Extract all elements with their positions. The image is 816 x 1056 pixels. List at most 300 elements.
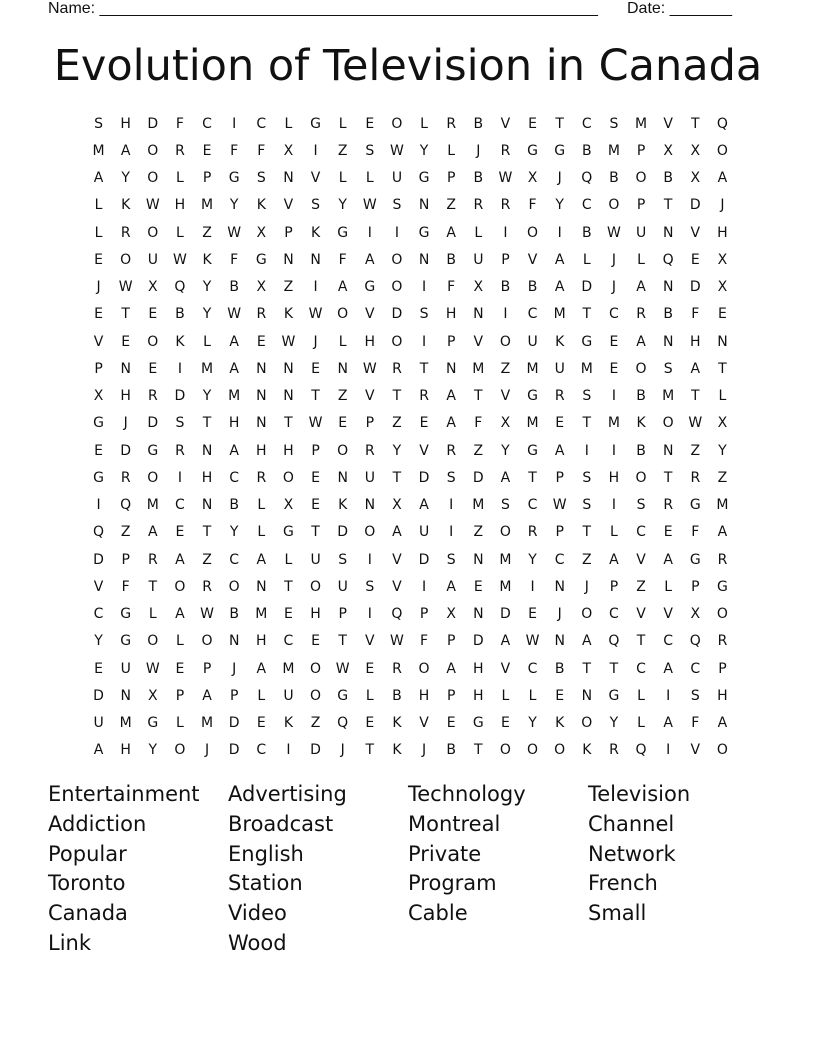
grid-letter: E (94, 251, 103, 268)
grid-letter: Y (229, 524, 239, 541)
grid-letter: K (555, 333, 565, 350)
grid-letter: L (257, 497, 266, 514)
word-list-item: Channel (588, 811, 675, 836)
grid-letter: G (717, 578, 728, 595)
grid-letter: L (637, 687, 645, 704)
grid-row (85, 328, 736, 355)
grid-letter: I (313, 279, 318, 296)
grid-letter: F (175, 115, 184, 132)
name-field-label: Name: ________________________________________________________ (48, 0, 598, 17)
grid-letter: E (473, 578, 483, 595)
grid-letter: N (554, 578, 565, 595)
grid-letter: M (201, 715, 214, 732)
grid-letter: N (717, 333, 728, 350)
grid-letter: N (337, 469, 348, 486)
grid-letter: V (690, 224, 701, 241)
grid-letter: E (94, 306, 103, 323)
grid-letter: B (446, 742, 456, 759)
grid-letter: M (201, 360, 214, 377)
grid-letter: R (473, 197, 484, 214)
letter-grid (85, 110, 736, 764)
grid-letter: Z (473, 524, 484, 541)
grid-letter: O (418, 660, 430, 677)
grid-letter: A (500, 633, 511, 650)
grid-letter: S (446, 469, 456, 486)
grid-letter: V (310, 170, 321, 187)
grid-row (85, 110, 736, 137)
grid-letter: Y (392, 442, 402, 459)
grid-letter: L (637, 715, 645, 732)
grid-letter: K (175, 333, 185, 350)
grid-letter: L (203, 333, 211, 350)
grid-letter: E (555, 687, 565, 704)
grid-letter: A (554, 279, 565, 296)
word-list-item: Video (228, 901, 287, 926)
grid-letter: Z (283, 279, 294, 296)
grid-letter: U (418, 524, 430, 541)
grid-letter: I (503, 224, 508, 241)
grid-letter: B (175, 306, 185, 323)
grid-letter: T (663, 197, 673, 214)
grid-letter: O (147, 170, 159, 187)
grid-letter: V (419, 715, 429, 732)
grid-letter: O (337, 442, 349, 459)
grid-letter: L (528, 687, 537, 704)
grid-letter: V (527, 251, 538, 268)
grid-letter: M (92, 142, 105, 159)
grid-letter: B (582, 142, 592, 159)
grid-row (85, 437, 736, 464)
grid-letter: S (500, 497, 510, 514)
grid-letter: I (177, 469, 182, 486)
grid-letter: C (229, 551, 240, 568)
grid-letter: L (420, 115, 428, 132)
grid-letter: W (362, 360, 377, 377)
grid-row (85, 519, 736, 546)
grid-letter: L (718, 388, 727, 405)
grid-letter: F (691, 715, 700, 732)
grid-letter: A (690, 360, 701, 377)
grid-letter: N (662, 279, 674, 296)
grid-letter: C (229, 469, 240, 486)
grid-letter: A (256, 551, 267, 568)
grid-letter: A (717, 715, 728, 732)
grid-letter: A (229, 442, 239, 459)
grid-letter: Z (337, 142, 348, 159)
grid-letter: T (555, 115, 564, 132)
grid-letter: E (94, 660, 103, 677)
grid-letter: I (421, 279, 427, 296)
header-line (48, 0, 748, 20)
grid-letter: A (446, 578, 456, 595)
grid-letter: D (418, 551, 430, 568)
grid-letter: S (94, 115, 103, 132)
grid-letter: L (365, 170, 374, 187)
grid-letter: I (611, 388, 616, 405)
grid-letter: D (500, 606, 511, 623)
grid-letter: N (473, 306, 484, 323)
grid-letter: K (310, 224, 321, 241)
grid-letter: H (174, 197, 186, 214)
grid-letter: I (367, 606, 372, 623)
grid-letter: T (582, 524, 592, 541)
grid-letter: W (607, 224, 621, 241)
grid-letter: H (473, 660, 484, 677)
grid-letter: F (420, 633, 429, 650)
grid-letter: U (473, 251, 484, 268)
grid-letter: V (500, 115, 511, 132)
grid-letter: Y (338, 197, 347, 214)
grid-letter: T (148, 578, 158, 595)
grid-row (85, 710, 736, 737)
grid-row (85, 137, 736, 164)
grid-letter: X (283, 142, 294, 159)
grid-letter: A (446, 388, 456, 405)
grid-letter: Q (391, 606, 403, 623)
grid-letter: V (365, 306, 375, 323)
grid-letter: T (474, 388, 483, 405)
grid-letter: K (283, 306, 294, 323)
grid-letter: V (500, 660, 511, 677)
grid-row (85, 573, 736, 600)
grid-letter: C (581, 197, 592, 214)
grid-row (85, 383, 736, 410)
word-list-item: Technology (408, 782, 526, 806)
grid-letter: M (526, 360, 539, 377)
grid-letter: G (147, 442, 159, 459)
grid-letter: N (283, 170, 294, 187)
grid-letter: D (689, 279, 701, 296)
grid-letter: P (501, 251, 510, 268)
grid-letter: S (338, 551, 348, 568)
grid-letter: L (176, 633, 184, 650)
grid-letter: M (662, 388, 675, 405)
grid-letter: C (636, 660, 646, 677)
grid-letter: C (283, 633, 294, 650)
grid-letter: B (473, 115, 484, 132)
grid-letter: M (607, 142, 620, 159)
grid-letter: G (93, 415, 104, 432)
grid-letter: A (446, 660, 456, 677)
grid-letter: L (637, 251, 645, 268)
grid-letter: D (689, 197, 701, 214)
grid-letter: B (392, 687, 402, 704)
grid-letter: U (337, 578, 348, 595)
grid-letter: G (527, 142, 538, 159)
grid-letter: B (636, 388, 646, 405)
grid-letter: A (554, 251, 565, 268)
grid-letter: N (201, 497, 213, 514)
grid-letter: H (717, 224, 728, 241)
grid-letter: L (664, 578, 673, 595)
grid-letter: L (582, 251, 591, 268)
grid-letter: M (635, 115, 648, 132)
grid-letter: X (283, 497, 294, 514)
grid-letter: R (717, 551, 728, 568)
grid-letter: R (120, 469, 131, 486)
grid-letter: V (473, 333, 484, 350)
grid-letter: S (175, 415, 185, 432)
grid-letter: O (554, 742, 566, 759)
grid-letter: M (146, 497, 159, 514)
grid-letter: O (391, 279, 403, 296)
grid-letter: R (256, 306, 267, 323)
grid-letter: I (666, 742, 671, 759)
grid-letter: K (256, 197, 266, 214)
grid-letter: Q (689, 633, 701, 650)
grid-letter: R (175, 442, 185, 459)
grid-letter: R (663, 497, 674, 514)
grid-letter: B (473, 170, 484, 187)
grid-letter: I (367, 224, 372, 241)
word-list-item: Advertising (228, 782, 347, 806)
grid-letter: R (364, 442, 375, 459)
grid-letter: U (310, 551, 321, 568)
grid-letter: D (581, 279, 593, 296)
word-list-item: Toronto (48, 871, 126, 896)
grid-letter: S (419, 306, 429, 323)
grid-letter: A (717, 524, 728, 541)
grid-letter: O (147, 633, 159, 650)
grid-letter: Y (202, 279, 212, 296)
grid-letter: R (717, 633, 728, 650)
grid-letter: W (118, 279, 133, 296)
grid-letter: W (308, 415, 323, 432)
grid-letter: A (554, 442, 565, 459)
grid-letter: R (256, 469, 267, 486)
grid-letter: Z (636, 578, 646, 595)
grid-letter: B (609, 170, 619, 187)
grid-letter: B (554, 660, 565, 677)
grid-letter: W (308, 306, 323, 323)
grid-letter: H (608, 469, 620, 486)
grid-letter: L (610, 524, 618, 541)
grid-letter: D (174, 388, 186, 405)
grid-letter: G (337, 224, 349, 241)
grid-letter: A (175, 551, 185, 568)
grid-letter: H (256, 442, 267, 459)
grid-letter: W (227, 224, 242, 241)
grid-letter: M (716, 497, 729, 514)
grid-letter: C (581, 115, 592, 132)
grid-letter: T (691, 388, 700, 405)
grid-letter: I (611, 497, 616, 514)
word-list-item: Network (588, 841, 676, 866)
grid-letter: W (281, 333, 296, 350)
grid-letter: I (96, 497, 101, 514)
grid-letter: I (449, 497, 454, 514)
grid-letter: W (552, 497, 567, 514)
grid-letter: L (474, 224, 483, 241)
grid-row (85, 546, 736, 573)
grid-letter: S (582, 497, 592, 514)
grid-letter: R (500, 197, 511, 214)
grid-letter: M (201, 197, 214, 214)
grid-letter: A (392, 524, 402, 541)
grid-letter: N (445, 360, 457, 377)
grid-letter: S (365, 142, 375, 159)
grid-letter: Y (202, 388, 212, 405)
grid-letter: E (528, 115, 537, 132)
grid-letter: V (392, 551, 402, 568)
grid-letter: T (582, 415, 592, 432)
grid-letter: T (311, 524, 320, 541)
grid-letter: E (175, 524, 185, 541)
grid-letter: X (690, 170, 701, 187)
grid-letter: W (173, 251, 187, 268)
grid-letter: N (364, 497, 376, 514)
grid-letter: M (553, 306, 566, 323)
grid-letter: O (147, 469, 159, 486)
grid-letter: F (528, 197, 537, 214)
grid-letter: T (202, 415, 212, 432)
grid-letter: N (662, 333, 674, 350)
grid-letter: F (691, 306, 700, 323)
grid-letter: P (446, 687, 456, 704)
grid-letter: G (581, 333, 593, 350)
grid-letter: N (662, 442, 674, 459)
grid-letter: G (689, 551, 701, 568)
grid-letter: Y (94, 633, 103, 650)
grid-letter: O (527, 224, 539, 241)
grid-letter: S (609, 115, 619, 132)
grid-letter: A (175, 606, 185, 623)
grid-letter: L (176, 170, 184, 187)
grid-letter: O (635, 360, 647, 377)
grid-letter: G (120, 633, 132, 650)
grid-letter: Y (229, 197, 239, 214)
grid-letter: Q (608, 633, 620, 650)
grid-letter: U (635, 224, 647, 241)
grid-letter: U (283, 687, 294, 704)
grid-letter: F (230, 251, 239, 268)
grid-letter: O (499, 742, 511, 759)
grid-letter: C (609, 306, 619, 323)
word-list-item: Canada (48, 901, 128, 926)
grid-letter: O (174, 742, 186, 759)
grid-letter: L (148, 606, 157, 623)
grid-letter: F (230, 142, 239, 159)
grid-letter: E (148, 306, 158, 323)
grid-letter: G (337, 687, 349, 704)
grid-letter: X (446, 606, 456, 623)
grid-letter: C (93, 606, 104, 623)
grid-letter: A (609, 551, 619, 568)
grid-letter: A (148, 524, 158, 541)
grid-letter: Z (500, 360, 511, 377)
grid-letter: R (175, 142, 185, 159)
grid-letter: U (527, 333, 538, 350)
grid-letter: N (581, 687, 593, 704)
grid-letter: T (284, 578, 293, 595)
grid-letter: K (121, 197, 131, 214)
grid-letter: Z (337, 388, 348, 405)
grid-letter: H (364, 333, 376, 350)
grid-letter: R (527, 524, 538, 541)
grid-letter: Y (718, 442, 727, 459)
grid-letter: A (663, 715, 673, 732)
grid-letter: V (283, 197, 294, 214)
grid-row (85, 355, 736, 382)
grid-letter: J (557, 606, 562, 623)
grid-letter: D (93, 551, 104, 568)
grid-letter: X (148, 279, 158, 296)
grid-letter: O (391, 115, 403, 132)
grid-letter: R (392, 660, 402, 677)
grid-letter: E (690, 251, 700, 268)
grid-letter: W (145, 660, 160, 677)
grid-letter: I (286, 742, 291, 759)
grid-letter: S (636, 497, 646, 514)
word-list-item: French (588, 871, 658, 896)
grid-letter: Z (202, 224, 212, 241)
grid-letter: C (202, 115, 212, 132)
grid-letter: V (663, 606, 673, 623)
grid-letter: P (94, 360, 103, 377)
grid-letter: D (120, 442, 132, 459)
grid-letter: L (338, 333, 347, 350)
grid-letter: Q (581, 170, 593, 187)
grid-letter: X (256, 224, 267, 241)
grid-letter: H (690, 333, 701, 350)
grid-row (85, 464, 736, 491)
grid-letter: D (93, 687, 104, 704)
grid-letter: A (446, 224, 456, 241)
grid-letter: R (446, 442, 457, 459)
grid-letter: Y (419, 142, 429, 159)
word-list-item: Entertainment (48, 782, 200, 806)
grid-letter: F (474, 415, 483, 432)
grid-letter: N (473, 551, 484, 568)
grid-letter: R (419, 388, 429, 405)
grid-letter: D (310, 742, 321, 759)
grid-letter: O (120, 251, 132, 268)
grid-letter: M (607, 415, 620, 432)
word-list-item: Broadcast (228, 811, 334, 836)
grid-letter: O (608, 197, 620, 214)
grid-letter: V (636, 606, 646, 623)
grid-letter: X (717, 251, 728, 268)
word-list-item: Wood (228, 930, 287, 955)
grid-letter: I (232, 115, 237, 132)
grid-letter: L (94, 224, 103, 241)
grid-letter: L (284, 551, 293, 568)
grid-letter: L (257, 524, 266, 541)
grid-letter: U (93, 715, 104, 732)
grid-letter: E (419, 415, 429, 432)
grid-letter: Z (582, 551, 592, 568)
grid-letter: Z (690, 442, 701, 459)
grid-letter: E (94, 442, 103, 459)
grid-letter: R (147, 551, 158, 568)
grid-letter: J (123, 415, 128, 432)
grid-letter: V (419, 442, 429, 459)
word-list-item: Addiction (48, 811, 147, 836)
grid-letter: J (340, 742, 345, 759)
grid-letter: G (472, 715, 484, 732)
grid-letter: O (201, 633, 213, 650)
grid-letter: K (392, 742, 402, 759)
grid-letter: G (93, 469, 104, 486)
grid-letter: V (663, 115, 673, 132)
grid-letter: B (527, 279, 538, 296)
grid-letter: R (446, 115, 457, 132)
grid-letter: O (391, 251, 403, 268)
grid-letter: T (474, 742, 483, 759)
grid-letter: J (720, 197, 725, 214)
grid-letter: F (121, 578, 130, 595)
grid-letter: L (338, 115, 347, 132)
